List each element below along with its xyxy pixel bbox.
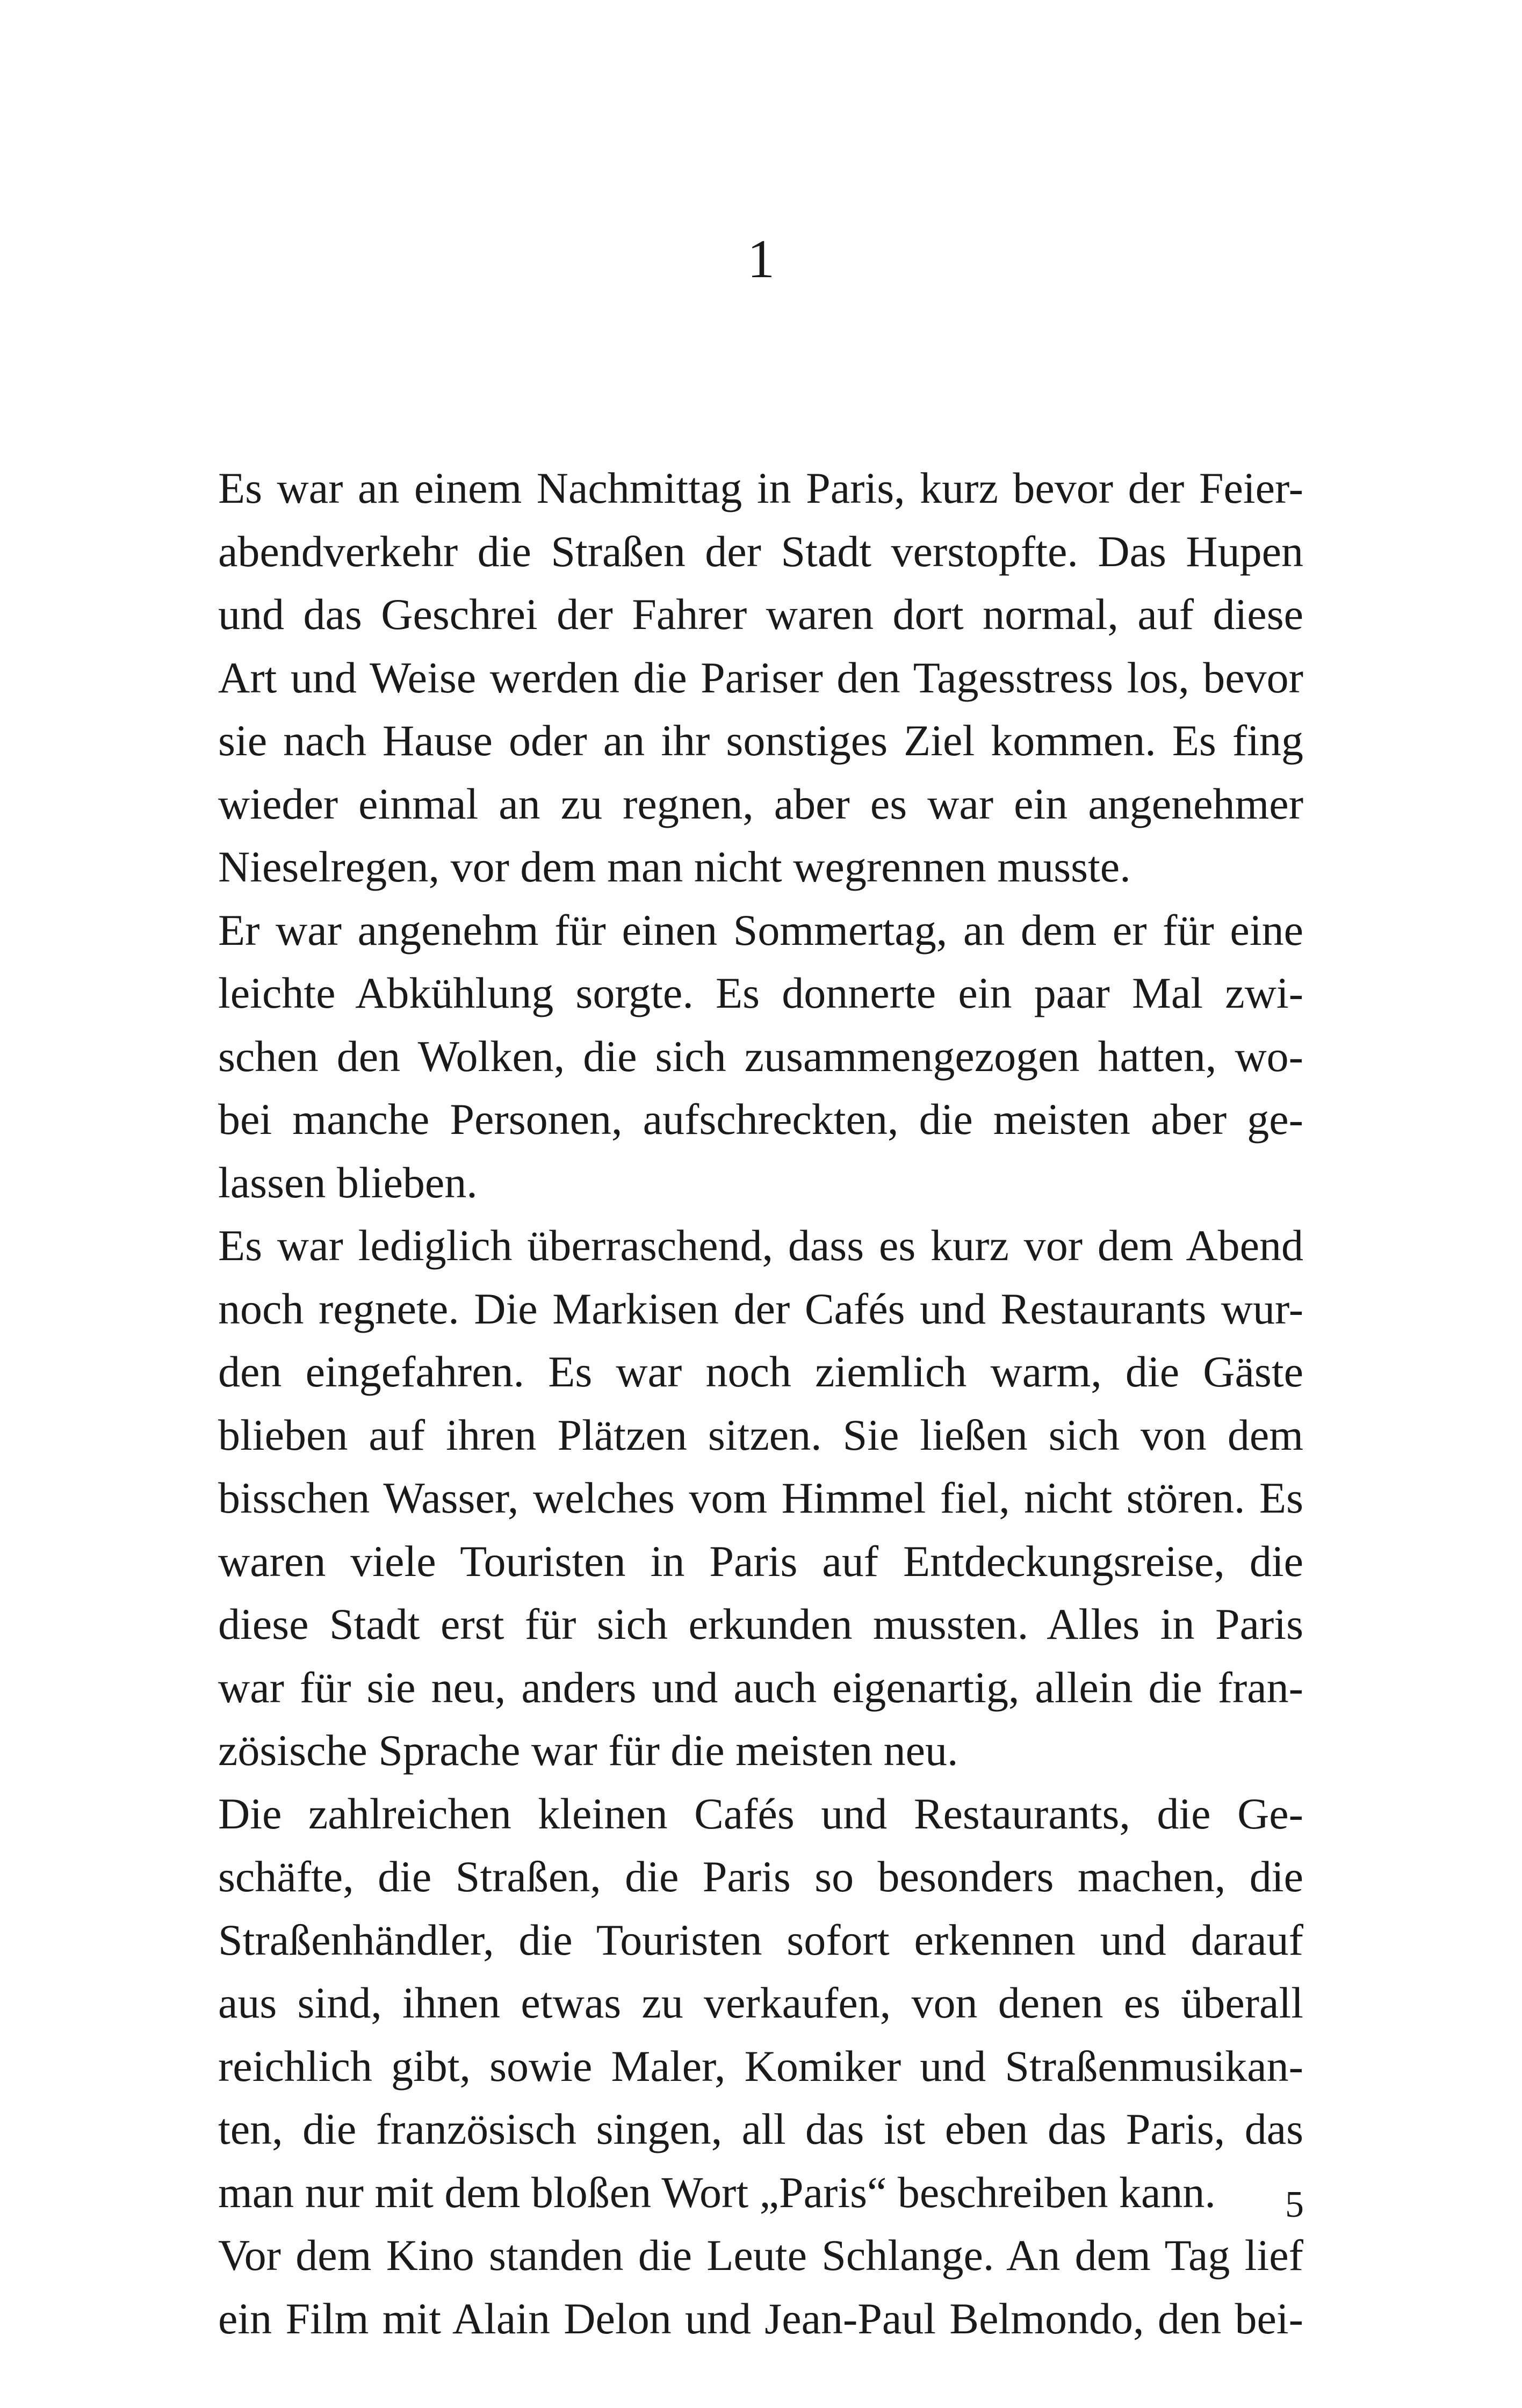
text-line: noch regnete. Die Markisen der Cafés und Restaurants wur- (218, 1284, 1303, 1333)
text-line: schen den Wolken, die sich zusammengezogen hatten, wo- (218, 1031, 1303, 1081)
body-text (218, 457, 1303, 2350)
text-line: ten, die französisch singen, all das ist eben das Paris, das (218, 2105, 1303, 2153)
text-line: Nieselregen, vor dem man nicht wegrennen musste. (218, 842, 1131, 891)
text-line: reichlich gibt, sowie Maler, Komiker und Straßenmusikan- (218, 2041, 1303, 2091)
text-line: ein Film mit Alain Delon und Jean-Paul Belmondo, den bei- (218, 2294, 1303, 2343)
text-line: Die zahlreichen kleinen Cafés und Restaurants, die Ge- (218, 1789, 1303, 1838)
text-line: Es war an einem Nachmittag in Paris, kurz bevor der Feier- (218, 464, 1303, 512)
text-line: bei manche Personen, aufschreckten, die meisten aber ge- (218, 1095, 1303, 1144)
text-line: zösische Sprache war für die meisten neu. (218, 1726, 958, 1775)
text-line: diese Stadt erst für sich erkunden mussten. Alles in Paris (218, 1600, 1303, 1648)
text-line: lassen blieben. (218, 1158, 478, 1207)
text-line: schäfte, die Straßen, die Paris so besonders machen, die (218, 1852, 1303, 1901)
text-line: den eingefahren. Es war noch ziemlich warm, die Gäste (218, 1347, 1303, 1396)
text-line: abendverkehr die Straßen der Stadt verstopfte. Das Hupen (218, 526, 1303, 576)
text-line: Vor dem Kino standen die Leute Schlange. An dem Tag lief (218, 2231, 1303, 2280)
text-line: Er war angenehm für einen Sommertag, an dem er für eine (218, 905, 1303, 954)
text-line: bisschen Wasser, welches vom Himmel fiel, nicht stören. Es (218, 1473, 1303, 1522)
text-line: man nur mit dem bloßen Wort „Paris“ beschreiben kann. (218, 2167, 1216, 2217)
chapter-number: 1 (747, 229, 775, 290)
text-line: Es war lediglich überraschend, dass es kurz vor dem Abend (218, 1221, 1303, 1270)
text-line: wieder einmal an zu regnen, aber es war ein angenehmer (218, 779, 1303, 828)
text-line: aus sind, ihnen etwas zu verkaufen, von denen es überall (218, 1978, 1303, 2027)
text-line: war für sie neu, anders und auch eigenartig, allein die fran- (218, 1662, 1303, 1712)
text-line: waren viele Touristen in Paris auf Entdeckungsreise, die (218, 1536, 1303, 1586)
page-number: 5 (1285, 2184, 1304, 2225)
text-line: und das Geschrei der Fahrer waren dort normal, auf diese (218, 590, 1303, 639)
text-line: sie nach Hause oder an ihr sonstiges Ziel kommen. Es fing (218, 716, 1303, 765)
text-line: Art und Weise werden die Pariser den Tagesstress los, bevor (218, 653, 1303, 702)
text-line: Straßenhändler, die Touristen sofort erkennen und darauf (218, 1915, 1303, 1964)
text-line: blieben auf ihren Plätzen sitzen. Sie ließen sich von dem (218, 1410, 1303, 1459)
text-line: leichte Abkühlung sorgte. Es donnerte ein paar Mal zwi- (218, 968, 1303, 1017)
